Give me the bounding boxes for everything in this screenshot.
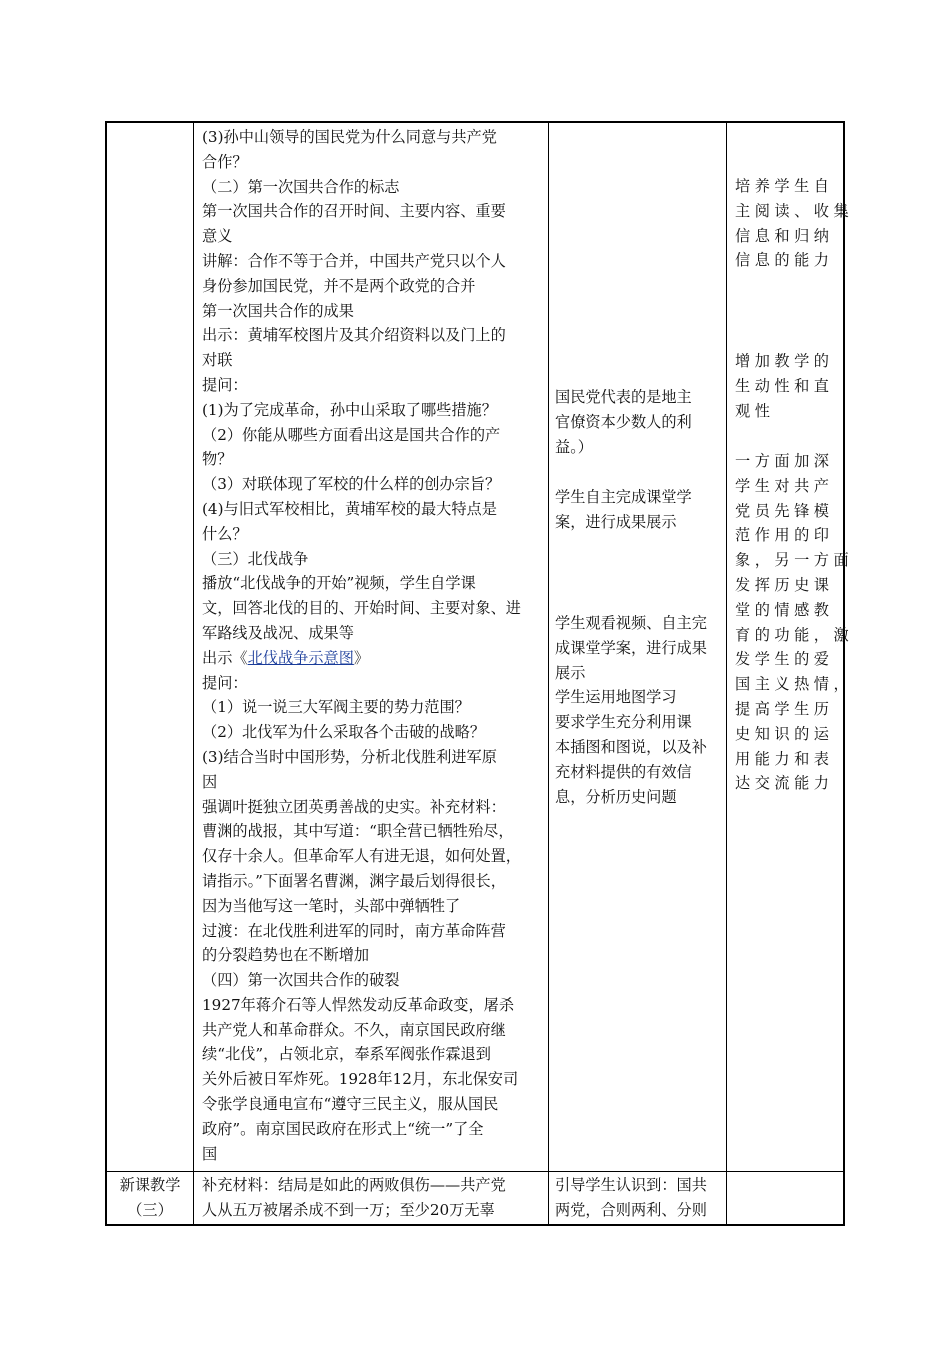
text-line: 共产党人和革命群众。不久，南京国民政府继 (202, 1020, 506, 1039)
text-line: (3)结合当时中国形势，分析北伐胜利进军原 (202, 747, 497, 766)
text-line: (3)孙中山领导的国民党为什么同意与共产党 (202, 128, 497, 146)
text-line: 仅存十余人。但革命军人有进无退，如何处置， (202, 847, 521, 866)
text-line: 主阅读、收集 (735, 201, 854, 220)
text-line: （2）你能从哪些方面看出这是国共合作的产 (202, 425, 501, 444)
text-line: 国民党代表的是地主 (555, 388, 692, 406)
text-line: 关外后被日军炸死。1928年12月，东北保安司 (202, 1070, 519, 1089)
text-line: 补充材料：结局是如此的两败俱伤——共产党 (202, 1176, 506, 1194)
text-line: 合作？ (202, 152, 248, 171)
text-line: 出示：黄埔军校图片及其介绍资料以及门上的 (202, 326, 506, 345)
column-divider (726, 123, 727, 1224)
text-line: 本插图和图说，以及补 (555, 737, 707, 756)
link-prefix: 出示《 (202, 648, 248, 667)
text-line: 1927年蒋介石等人悍然发动反革命政变，屠杀 (202, 995, 515, 1014)
text-line: 充材料提供的有效信 (555, 762, 692, 781)
text-line: 请指示。”下面署名曹渊，渊字最后划得很长， (202, 871, 506, 890)
text-line: 对联 (202, 351, 233, 370)
text-line: 案，进行成果展示 (555, 512, 677, 531)
section-label: （三） (127, 1200, 173, 1219)
text-line: 提问： (202, 673, 248, 692)
student-activity-block-1 (555, 385, 723, 459)
map-link-line (202, 646, 546, 671)
text-line: 引导学生认识到：国共 (555, 1176, 707, 1194)
text-line: 用能力和表 (735, 749, 834, 768)
text-line: 成课堂学案，进行成果 (555, 638, 707, 657)
text-line: 信息的能力 (735, 251, 834, 270)
text-line: 国主义热情， (735, 675, 854, 694)
text-line: 象，另一方面 (735, 551, 854, 570)
text-line: 学生对共产 (735, 476, 834, 495)
student-activity-block-2 (555, 485, 723, 535)
northern-expedition-map-link[interactable]: 北伐战争示意图 (247, 648, 354, 667)
text-line: （2）北伐军为什么采取各个击破的战略？ (202, 723, 486, 742)
text-line: 达交流能力 (735, 774, 834, 793)
text-line: 过渡：在北伐胜利进军的同时，南方革命阵营 (202, 921, 506, 940)
text-line: 什么？ (202, 524, 248, 543)
text-line: 范作用的印 (735, 526, 834, 545)
text-line: 观性 (735, 401, 775, 420)
text-line: （四）第一次国共合作的破裂 (202, 971, 400, 990)
design-intent-block-2 (735, 349, 843, 423)
link-suffix: 》 (353, 648, 370, 667)
text-line: 学生观看视频、自主完 (555, 614, 707, 632)
design-intent-block-3 (735, 449, 854, 796)
text-line: 堂的情感教 (735, 600, 834, 619)
row-divider (107, 1171, 843, 1172)
text-line: 信息和归纳 (735, 226, 834, 245)
text-line: 因 (202, 772, 218, 791)
text-line: 发挥历史课 (735, 575, 834, 594)
text-line: （三）北伐战争 (202, 549, 309, 568)
text-line: 提问： (202, 375, 248, 394)
text-line: （3）对联体现了军校的什么样的创办宗旨？ (202, 475, 501, 494)
text-line: 因为当他写这一笔时，头部中弹牺牲了 (202, 896, 461, 915)
text-line: (4)与旧式军校相比，黄埔军校的最大特点是 (202, 499, 497, 518)
text-line: 生动性和直 (735, 376, 834, 395)
text-line: 要求学生充分利用课 (555, 713, 692, 732)
text-line: 一方面加深 (735, 452, 834, 470)
section-label: 新课教学 (119, 1176, 181, 1194)
text-line: 文，回答北伐的目的、开始时间、主要对象、进 (202, 599, 521, 618)
text-line: 益。） (555, 437, 593, 456)
text-line: 育的功能，激 (735, 625, 854, 644)
text-line: （1）说一说三大军阀主要的势力范围？ (202, 698, 470, 717)
column-divider (193, 123, 194, 1224)
column-divider (548, 123, 549, 1224)
text-line: 增加教学的 (735, 352, 834, 370)
text-line: 政府”。南京国民政府在形式上“统一”了全 (202, 1119, 484, 1138)
text-line: 学生自主完成课堂学 (555, 488, 692, 506)
guidance-cell (555, 1173, 723, 1223)
text-line: 军路线及战况、成果等 (202, 623, 354, 642)
text-line: 续“北伐”，占领北京，奉系军阀张作霖退到 (202, 1045, 491, 1064)
text-line: 播放“北伐战争的开始”视频，学生自学课 (202, 574, 476, 593)
text-line: (1)为了完成革命，孙中山采取了哪些措施？ (202, 400, 497, 419)
text-line: 人从五万被屠杀成不到一万；至少20万无辜 (202, 1200, 495, 1219)
text-line: 曹渊的战报，其中写道：“职全营已牺牲殆尽， (202, 822, 514, 841)
text-line: 发学生的爱 (735, 650, 834, 669)
design-intent-block-1 (735, 174, 854, 273)
student-activity-block-3 (555, 611, 723, 809)
text-line: 两党，合则两利、分则 (555, 1200, 707, 1219)
text-line: 物？ (202, 450, 233, 469)
text-line: 身份参加国民党，并不是两个政党的合并 (202, 276, 476, 295)
text-line: （二）第一次国共合作的标志 (202, 177, 400, 196)
text-line: 学生运用地图学习 (555, 688, 677, 707)
text-line: 的分裂趋势也在不断增加 (202, 946, 370, 965)
text-line: 讲解：合作不等于合并，中国共产党只以个人 (202, 251, 506, 270)
text-line: 培养学生自 (735, 177, 834, 195)
text-line: 意义 (202, 227, 233, 246)
teaching-process-cell (202, 125, 546, 1166)
section-label-cell (107, 1173, 193, 1223)
text-line: 官僚资本少数人的利 (555, 412, 692, 431)
text-line: 提高学生历 (735, 699, 834, 718)
supplement-material-cell (202, 1173, 546, 1223)
text-line: 第一次国共合作的成果 (202, 301, 354, 320)
text-line: 党员先锋模 (735, 501, 834, 520)
text-line: 强调叶挺独立团英勇善战的史实。补充材料： (202, 797, 506, 816)
lesson-plan-table (105, 121, 854, 1226)
text-line: 令张学良通电宣布“遵守三民主义，服从国民 (202, 1095, 499, 1114)
text-line: 展示 (555, 663, 586, 682)
text-line: 第一次国共合作的召开时间、主要内容、重要 (202, 202, 506, 221)
text-line: 史知识的运 (735, 724, 834, 743)
text-line: 国 (202, 1144, 218, 1163)
text-line: 息，分析历史问题 (555, 787, 677, 806)
